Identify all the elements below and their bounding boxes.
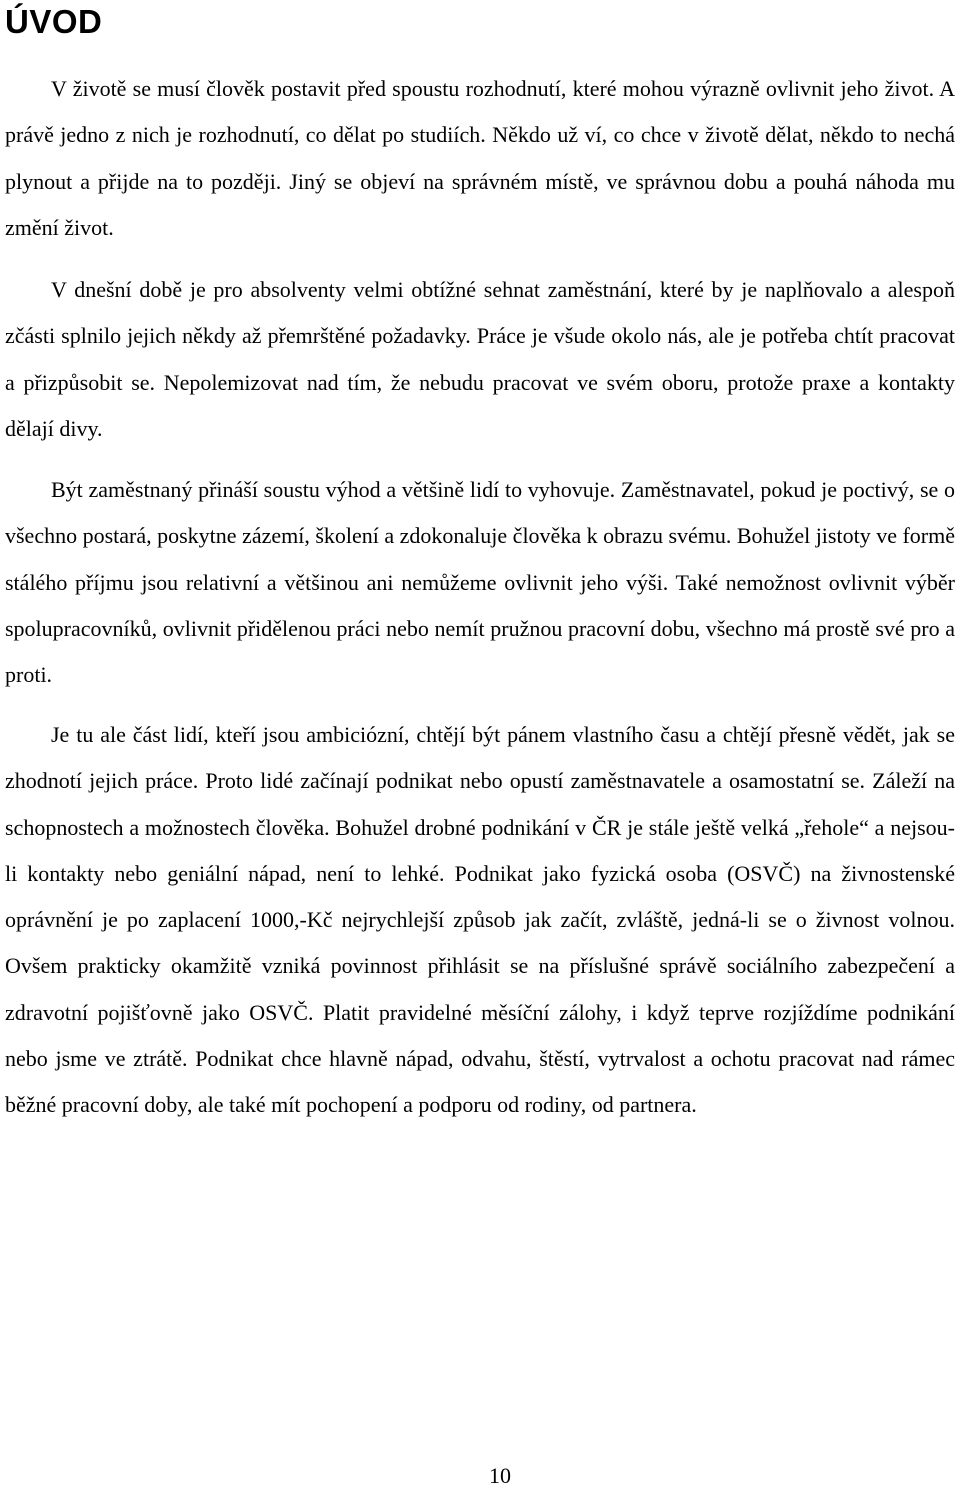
paragraph-4: Je tu ale část lidí, kteří jsou ambiciózní, chtějí být pánem vlastního času a chtějí přesně vědět, jak se zhodnotí jejich práce. Proto lidé začínají podnikat nebo opustí zaměstnavatele a osamostatní se. Záleží na schopnostech a možnostech člověka. Bohužel drobné podnikání v ČR je stále ještě velká „řehole“ a nejsou-li kontakty nebo geniální nápad, není to lehké. Podnikat jako fyzická osoba (OSVČ) na živnostenské oprávnění je po zaplacení 1000,-Kč nejrychlejší způsob jak začít, zvláště, jedná-li se o živnost volnou. Ovšem prakticky okamžitě vzniká povinnost přihlásit se na příslušné správě sociálního zabezpečení a zdravotní pojišťovně jako OSVČ. Platit pravidelné měsíční zálohy, i když teprve rozjíždíme podnikání nebo jsme ve ztrátě. Podnikat chce hlavně nápad, odvahu, štěstí, vytrvalost a ochotu pracovat nad rámec běžné pracovní doby, ale také mít pochopení a podporu od rodiny, od partnera.: [5, 722, 955, 1118]
paragraph-1: V životě se musí člověk postavit před spoustu rozhodnutí, které mohou výrazně ovlivnit jeho život. A právě jedno z nich je rozhodnutí, co dělat po studiích. Někdo už ví, co chce v životě dělat, někdo to nechá plynout a přijde na to později. Jiný se objeví na správném místě, ve správnou dobu a pouhá náhoda mu změní život.: [5, 76, 955, 240]
page-number: 10: [489, 1463, 511, 1488]
paragraph-3: Být zaměstnaný přináší soustu výhod a většině lidí to vyhovuje. Zaměstnavatel, pokud je poctivý, se o všechno postará, poskytne zázemí, školení a zdokonaluje člověka k obrazu svému. Bohužel jistoty ve formě stálého příjmu jsou relativní a většinou ani nemůžeme ovlivnit jeho výši. Také nemožnost ovlivnit výběr spolupracovníků, ovlivnit přidělenou práci nebo nemít pružnou pracovní dobu, všechno má prostě své pro a proti.: [5, 477, 955, 688]
section-heading: ÚVOD: [5, 3, 103, 40]
paragraph-2: V dnešní době je pro absolventy velmi obtížné sehnat zaměstnání, které by je naplňovalo a alespoň zčásti splnilo jejich někdy až přemrštěné požadavky. Práce je všude okolo nás, ale je potřeba chtít pracovat a přizpůsobit se. Nepolemizovat nad tím, že nebudu pracovat ve svém oboru, protože praxe a kontakty dělají divy.: [5, 277, 955, 441]
